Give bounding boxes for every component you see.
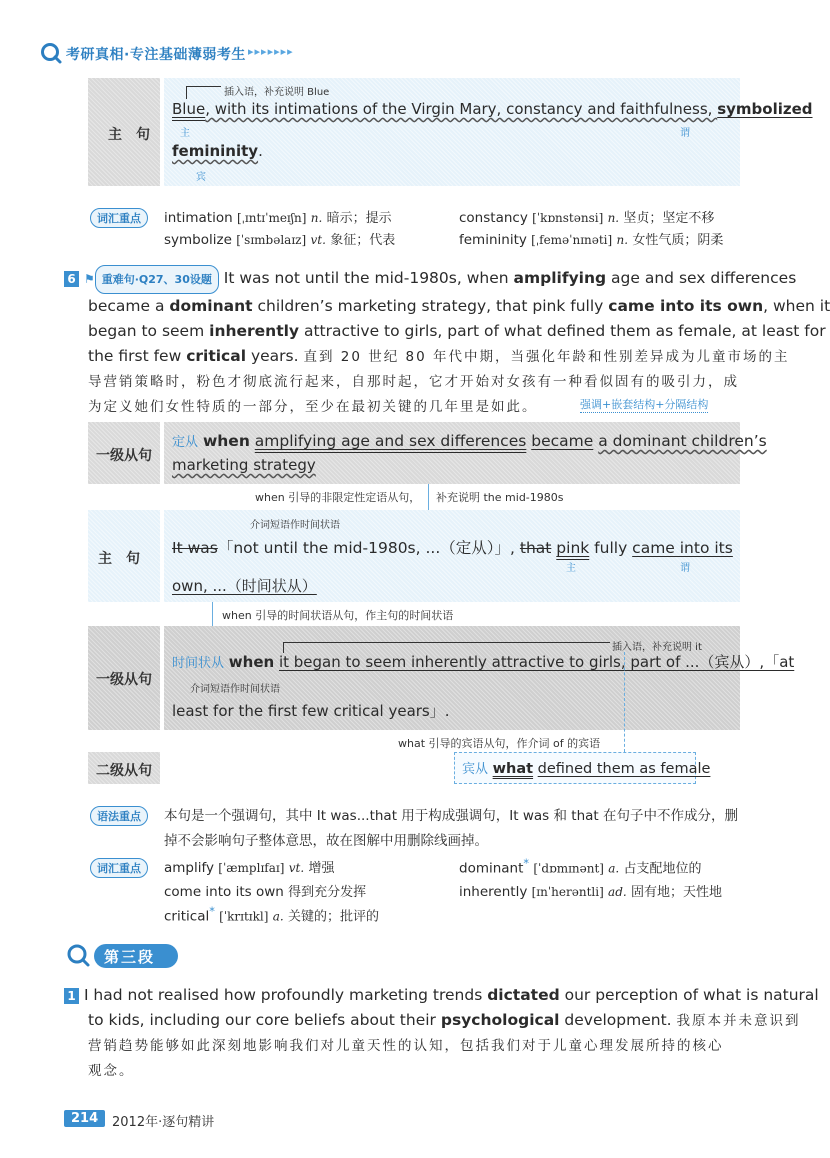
row3-prefix: 时间状从 bbox=[172, 656, 225, 671]
row2-that: that bbox=[519, 539, 552, 557]
vocab-phonetic: [ˈkrɪtɪkl] bbox=[219, 909, 269, 924]
vocab-word: femininity bbox=[459, 232, 527, 248]
grammar-line-1: 掉不会影响句子整体意思，故在图解中用删除线画掉。 bbox=[164, 833, 488, 849]
s6-text: the first few bbox=[88, 347, 187, 365]
row2-subject: pink bbox=[556, 539, 590, 557]
sec3-cn-line-0: 营销趋势能够如此深刻地影响我们对儿童天性的认知，包括我们对于儿童心理发展所持的核心 bbox=[88, 1038, 724, 1054]
vocab-meaning: 增强 bbox=[308, 861, 335, 876]
row1-object: a dominant children’s bbox=[598, 432, 767, 450]
vocab-meaning: 得到充分发挥 bbox=[288, 885, 367, 900]
vocab-meaning: 象征；代表 bbox=[330, 233, 396, 248]
sec3-text: development. bbox=[559, 1011, 672, 1029]
vocab-phonetic: [ˌɪntɪˈmeɪʃn] bbox=[236, 211, 307, 225]
vocab5-item-0 bbox=[164, 207, 392, 226]
row2-line2 bbox=[172, 575, 317, 596]
vocab-word: critical bbox=[164, 908, 210, 925]
s6-text: became a bbox=[88, 297, 170, 315]
sec3-paragraph bbox=[64, 983, 819, 1084]
vocab5-tag: 词汇重点 bbox=[90, 208, 148, 228]
row4-label: 二级从句 bbox=[96, 763, 152, 779]
row2-verb: came into its bbox=[632, 539, 733, 557]
sec3-line-0 bbox=[64, 983, 819, 1008]
sec3-key-word: dictated bbox=[487, 986, 560, 1004]
row3-line2: least for the first few critical years」. bbox=[172, 702, 450, 720]
s5-mark-predicate: 谓 bbox=[680, 128, 690, 139]
vocab-pos: ad. bbox=[608, 885, 627, 899]
vocab-phonetic: [ˌfeməˈnɪnəti] bbox=[531, 233, 613, 247]
sec3-cn-line-1: 观念。 bbox=[88, 1063, 135, 1079]
s5-line2 bbox=[172, 142, 263, 160]
link1-right-note: 补充说明 the mid-1980s bbox=[436, 491, 564, 504]
s6-key-word: inherently bbox=[209, 322, 300, 340]
star-icon: * bbox=[209, 905, 215, 918]
vocab-meaning: 女性气质；阴柔 bbox=[632, 233, 724, 248]
section-title: 第三段 bbox=[104, 948, 156, 966]
s6-line-0 bbox=[64, 265, 797, 294]
s6-text: attractive to girls, part of what defined them as female, at least for bbox=[299, 322, 826, 340]
vocab-phonetic: [ˈæmplɪfaɪ] bbox=[218, 861, 285, 875]
link3-note: what 引导的宾语从句，作介词 of 的宾语 bbox=[398, 737, 601, 750]
grammar-line-0: 本句是一个强调句，其中 It was...that 用于构成强调句，It was 和 that 在句子中不作成分，删 bbox=[164, 808, 738, 824]
vocab-phonetic: [ˈkɒnstənsi] bbox=[532, 211, 604, 225]
row1-line2: marketing strategy bbox=[172, 456, 316, 474]
s5-verb: symbolized bbox=[717, 100, 813, 118]
link2-note: when 引导的时间状语从句，作主句的时间状语 bbox=[222, 609, 454, 622]
s6-cn-translation: 直到 20 世纪 80 年代中期，当强化年龄和性别差异成为儿童市场的主 bbox=[303, 349, 790, 365]
row4-what: what bbox=[492, 761, 534, 777]
row3-label: 一级从句 bbox=[96, 672, 152, 688]
s6-number: 6 bbox=[64, 271, 79, 287]
s6-text: children’s marketing strategy, that pink fully bbox=[252, 297, 609, 315]
vocab6-right-0 bbox=[459, 857, 702, 877]
s5-row-label: 主 句 bbox=[108, 127, 150, 143]
vocab6-right-1 bbox=[459, 881, 722, 900]
vocab6-left-2 bbox=[164, 905, 379, 925]
vocab-phonetic: [ɪnˈherəntli] bbox=[531, 885, 604, 899]
s5-mark-object: 宾 bbox=[196, 172, 206, 183]
vocab-pos: n. bbox=[310, 211, 323, 225]
row2-label: 主 句 bbox=[98, 551, 140, 567]
s6-line-1 bbox=[64, 294, 830, 319]
s6-key-word: dominant bbox=[169, 297, 253, 315]
row2-adverbial: 「not until the mid-1980s, ...（定从）」, bbox=[217, 539, 520, 557]
sec3-text: our perception of what is natural bbox=[559, 986, 819, 1004]
vocab-word: come into its own bbox=[164, 884, 284, 900]
vocab-pos: vt. bbox=[310, 233, 326, 247]
row2-mark-predicate: 谓 bbox=[680, 563, 690, 574]
vocab-pos: a. bbox=[272, 909, 284, 924]
s6-text: It was not until the mid-1980s, when bbox=[223, 269, 514, 287]
vocab5-item-2 bbox=[164, 229, 395, 248]
row1-label: 一级从句 bbox=[96, 448, 152, 464]
s5-insert-phrase: , with its intimations of the Virgin Mary, constancy and faithfulness, bbox=[205, 100, 718, 118]
link3-arrow bbox=[624, 652, 625, 752]
header-arrows: ▸▸▸▸▸▸▸ bbox=[248, 45, 294, 58]
link2-arrow bbox=[212, 602, 213, 626]
vocab-word: dominant bbox=[459, 860, 524, 877]
star-icon: * bbox=[523, 857, 530, 870]
row1-subject: amplifying age and sex differences bbox=[254, 432, 527, 450]
row3-note-insert: 插入语，补充说明 it bbox=[612, 642, 702, 653]
s6-line-3 bbox=[64, 344, 790, 370]
row1-prefix: 定从 bbox=[172, 435, 199, 450]
s6-key-word: critical bbox=[186, 347, 247, 365]
s6-key-word: came into its own bbox=[608, 297, 764, 315]
s6-line-2 bbox=[64, 319, 826, 344]
sec3-cn-tail: 我原本并未意识到 bbox=[676, 1013, 801, 1029]
page-number: 214 bbox=[64, 1110, 105, 1127]
s6-text: age and sex differences bbox=[606, 269, 797, 287]
s5-subject: Blue bbox=[172, 100, 206, 118]
link1-left-note: when 引导的非限定性定语从句， bbox=[255, 491, 421, 504]
row2-line1 bbox=[172, 536, 733, 558]
row4-clause: defined them as female bbox=[537, 761, 711, 777]
footer-book-title: 2012年·逐句精讲 bbox=[112, 1115, 215, 1130]
row3-note-pp: 介词短语作时间状语 bbox=[190, 684, 280, 695]
row2-fully: fully bbox=[589, 539, 633, 557]
row3-clause: it began to seem inherently attractive to girls, part of ...（宾从）,「at bbox=[278, 653, 795, 671]
vocab-word: inherently bbox=[459, 884, 528, 900]
row1-verb: became bbox=[531, 432, 594, 450]
vocab-word: constancy bbox=[459, 210, 528, 226]
row2-note: 介词短语作时间状语 bbox=[250, 520, 340, 531]
row4-prefix: 宾从 bbox=[462, 762, 489, 777]
row1-when: when bbox=[202, 432, 250, 450]
s5-note-insert: 插入语，补充说明 Blue bbox=[224, 87, 330, 98]
vocab-meaning: 坚贞；坚定不移 bbox=[623, 211, 715, 226]
s5-object: femininity bbox=[172, 142, 259, 160]
s5-line1 bbox=[172, 100, 813, 118]
vocab-word: symbolize bbox=[164, 232, 232, 248]
vocab6-left-0 bbox=[164, 857, 334, 876]
vocab-phonetic: [ˈsɪmbəlaɪz] bbox=[236, 233, 307, 247]
s5-note-bracket bbox=[186, 86, 221, 99]
row2-it-was: It was bbox=[172, 539, 218, 557]
vocab6-left-1 bbox=[164, 881, 366, 900]
vocab-pos: n. bbox=[607, 211, 620, 225]
magnifier-logo-icon bbox=[40, 42, 62, 64]
s6-cn-text: 为定义她们女性特质的一部分，至少在最初关键的几年里是如此。 bbox=[88, 399, 538, 415]
vocab-pos: a. bbox=[608, 861, 620, 876]
section-magnifier-icon bbox=[66, 943, 90, 967]
vocab-pos: vt. bbox=[288, 861, 305, 875]
row1-line1 bbox=[172, 431, 767, 450]
s5-period: . bbox=[258, 142, 263, 160]
s6-key-word: amplifying bbox=[513, 269, 607, 287]
s6-cn-line-1: 导营销策略时，粉色才彻底流行起来，自那时起，它才开始对女孩有一种看似固有的吸引力，成 bbox=[88, 374, 739, 390]
vocab-word: intimation bbox=[164, 210, 233, 226]
vocab6-tag: 词汇重点 bbox=[90, 858, 148, 878]
grammar-tag: 语法重点 bbox=[90, 806, 148, 826]
vocab-word: amplify bbox=[164, 860, 214, 876]
vocab5-item-1 bbox=[459, 207, 714, 226]
flag-icon: ⚑ bbox=[83, 272, 95, 286]
header-title: 考研真相·专注基础薄弱考生 bbox=[66, 47, 246, 63]
vocab-pos: n. bbox=[616, 233, 629, 247]
s6-text: years. bbox=[246, 347, 299, 365]
row3-line1 bbox=[172, 651, 794, 672]
s6-text: , when it bbox=[763, 297, 830, 315]
vocab-meaning: 占支配地位的 bbox=[623, 861, 702, 877]
row4-text bbox=[462, 758, 710, 777]
vocab-phonetic: [ˈdɒmɪnənt] bbox=[533, 861, 604, 876]
vocab-meaning: 暗示；提示 bbox=[326, 211, 392, 226]
s6-structure-note: 强调+嵌套结构+分隔结构 bbox=[580, 398, 709, 411]
row3-when: when bbox=[228, 653, 275, 671]
row2-own: own, ...（时间状从） bbox=[172, 577, 317, 595]
sec3-text: to kids, including our core beliefs about their bbox=[88, 1011, 441, 1029]
vocab5-item-3 bbox=[459, 229, 723, 248]
vocab-meaning: 关键的；批评的 bbox=[287, 909, 379, 925]
s6-text: began to seem bbox=[88, 322, 210, 340]
sec3-key-word: psychological bbox=[440, 1011, 560, 1029]
row2-mark-subject: 主 bbox=[566, 563, 576, 574]
s6-tag: 重难句·Q27、30设题 bbox=[95, 265, 219, 294]
vocab-meaning: 固有地；天性地 bbox=[631, 885, 723, 900]
s5-mark-subject: 主 bbox=[180, 128, 190, 139]
sec3-text: I had not realised how profoundly marketing trends bbox=[83, 986, 488, 1004]
sec3-line-1 bbox=[64, 1008, 801, 1034]
sec3-number: 1 bbox=[64, 988, 79, 1004]
